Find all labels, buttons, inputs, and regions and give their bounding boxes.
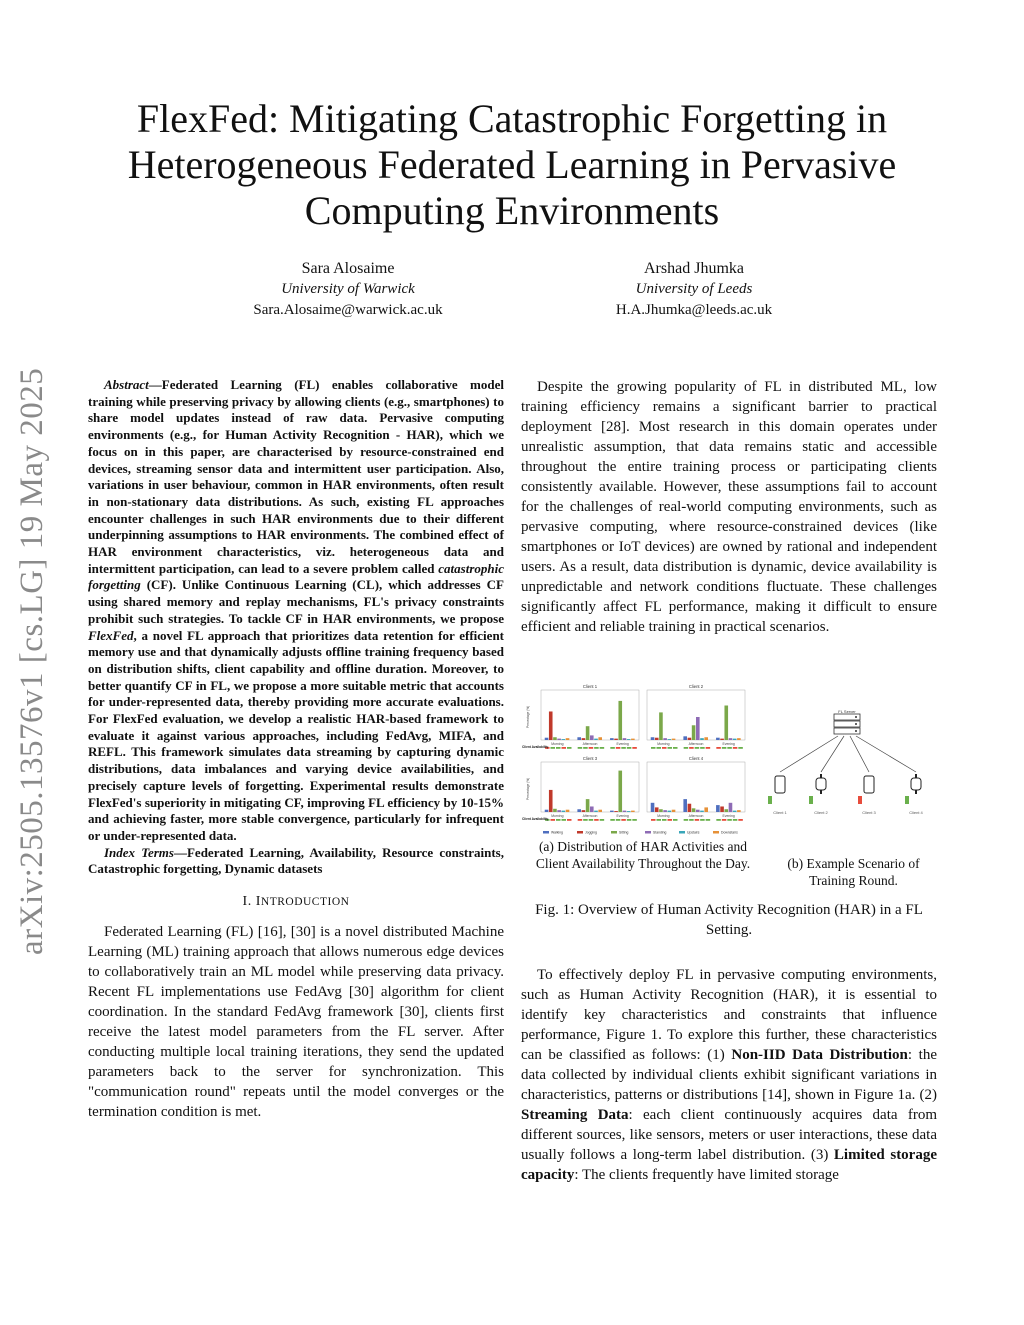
availability-mark	[738, 747, 743, 749]
availability-mark	[668, 819, 673, 821]
bar	[700, 811, 704, 812]
bar	[549, 790, 553, 812]
bar	[590, 806, 594, 812]
bar	[614, 739, 618, 740]
availability-mark	[738, 819, 743, 821]
bar	[618, 701, 622, 740]
availability-mark	[627, 819, 632, 821]
bar	[557, 739, 561, 740]
bar	[651, 803, 655, 812]
bar	[696, 717, 700, 740]
availability-mark	[610, 819, 615, 821]
bar	[586, 799, 590, 812]
index-terms	[88, 845, 504, 878]
availability-mark	[733, 819, 738, 821]
bar	[598, 810, 602, 812]
bar	[729, 738, 733, 740]
availability-mark	[610, 747, 615, 749]
availability-mark	[616, 819, 621, 821]
legend-label: Upstairs	[687, 830, 700, 835]
availability-mark	[621, 819, 626, 821]
chart-panel-frame	[541, 762, 639, 812]
bar	[553, 737, 557, 740]
availability-mark	[673, 819, 678, 821]
availability-mark	[551, 747, 556, 749]
smartwatch-icon	[816, 774, 826, 794]
body-text: To effectively deploy FL in pervasive computing environments, such as Human Activity Recognition (HAR), it is essential to identify key characteristics and constraints that influence performance, Figure 1. To explore this further, these characteristics can be classified as follows: (1)	[521, 967, 937, 1063]
availability-mark	[567, 819, 572, 821]
availability-mark	[583, 819, 588, 821]
bar	[724, 706, 728, 741]
abstract	[88, 377, 504, 845]
availability-mark	[562, 819, 567, 821]
bar	[549, 711, 553, 740]
bar	[696, 810, 700, 812]
bar	[724, 809, 728, 812]
abstract-label: Abstract	[104, 377, 149, 392]
panel-title: Client 3	[582, 756, 598, 761]
connection-lines	[780, 736, 916, 772]
availability-mark	[700, 747, 705, 749]
body-paragraph: Despite the growing popularity of FL in distributed ML, low training efficiency remains a significant barrier to practical deployment [28]. Most research in this domain operates under unrealistic assumption, that data remains static and accessible throughout the entire training process or participating clients consistently available. However, these assumptions fail to account for the challenges of real-world computing environments, such as pervasive computing, where resource-constrained devices (like smartphones or IoT devices) are owned by rational and independent users. As a result, data distribution is dynamic, device availability is unpredictable and network conditions fluctuate. These challenges significantly affect FL performance, making it difficult to ensure efficient and reliable training in practical scenarios.	[521, 379, 937, 635]
bar	[623, 738, 627, 740]
availability-mark	[621, 747, 626, 749]
panel-title: Client 4	[688, 756, 704, 761]
legend-swatch	[611, 831, 617, 834]
availability-mark	[578, 819, 583, 821]
legend-label: Sitting	[619, 830, 629, 835]
period-label: Afternoon	[688, 814, 704, 818]
arxiv-identifier: arXiv:2505.13576v1 [cs.LG] 19 May 2025	[14, 367, 50, 955]
availability-mark	[651, 747, 656, 749]
period-label: Morning	[551, 814, 564, 818]
smartphone-icon	[864, 776, 874, 793]
period-label: Afternoon	[688, 742, 704, 746]
bar	[582, 738, 586, 740]
availability-mark	[556, 747, 561, 749]
body-paragraph	[521, 965, 937, 1185]
period-label: Evening	[722, 742, 735, 746]
section-number: I.	[242, 894, 252, 910]
left-column	[88, 377, 504, 1122]
client-label: Client 2	[814, 810, 828, 815]
availability-mark	[716, 819, 721, 821]
y-axis-label: Percentage (%)	[526, 705, 530, 728]
availability-mark	[668, 747, 673, 749]
battery-icon	[768, 796, 909, 804]
period-label: Morning	[657, 814, 670, 818]
bar	[610, 811, 614, 812]
bar	[704, 807, 708, 812]
availability-mark	[684, 747, 689, 749]
availability-mark	[684, 819, 689, 821]
availability-mark	[727, 747, 732, 749]
panel-title: Client 2	[688, 684, 704, 689]
har-distribution-chart	[521, 680, 761, 842]
bar	[737, 738, 741, 740]
bar	[700, 738, 704, 740]
bar	[586, 726, 590, 740]
legend-swatch	[543, 831, 549, 834]
bar	[655, 807, 659, 812]
bar	[582, 810, 586, 812]
availability-mark	[689, 819, 694, 821]
bar	[672, 739, 676, 740]
availability-mark	[556, 819, 561, 821]
bar	[627, 811, 631, 812]
intro-paragraph: Federated Learning (FL) [16], [30] is a novel distributed Machine Learning (ML) training approach that allows numerous edge devices to collaboratively train an ML model while preserving data privacy. Recent FL implementations use FedAvg [30] algorithm for client coordination. In the standard FedAvg framework [30], clients first receive the latest model parameters from the FL server. After conducting multiple local training iterations, they send the updated parameters back to the server for synchronization. This "communication round" repeats until the model converges or the termination condition is met.	[88, 924, 504, 1121]
bar	[704, 737, 708, 740]
bar	[668, 739, 672, 740]
bar	[716, 805, 720, 812]
bar	[672, 810, 676, 812]
abstract-method: FlexFed	[88, 627, 134, 643]
bar	[668, 811, 672, 812]
availability-mark	[700, 819, 705, 821]
bar	[733, 811, 737, 812]
panel-title: Client 1	[582, 684, 598, 689]
period-label: Morning	[551, 742, 564, 746]
bar	[623, 811, 627, 812]
bar	[737, 810, 741, 812]
availability-mark	[589, 747, 594, 749]
period-label: Evening	[722, 814, 735, 818]
right-column-bottom	[521, 965, 937, 1185]
bar	[720, 739, 724, 740]
bar	[545, 738, 549, 740]
bar	[631, 811, 635, 812]
bar	[683, 799, 687, 812]
bar	[683, 736, 687, 740]
availability-mark	[632, 819, 637, 821]
availability-mark	[727, 819, 732, 821]
availability-mark	[706, 747, 711, 749]
author-email: H.A.Jhumka@leeds.ac.uk	[615, 302, 773, 318]
bar	[655, 738, 659, 740]
bar	[688, 738, 692, 740]
availability-mark	[551, 819, 556, 821]
author-affiliation: University of Leeds	[635, 281, 753, 297]
availability-mark	[589, 819, 594, 821]
author-block	[544, 258, 844, 321]
bar	[663, 738, 667, 740]
availability-mark	[562, 747, 567, 749]
availability-mark	[673, 747, 678, 749]
bar	[594, 739, 598, 740]
abstract-text: , a novel FL approach that prioritizes data retention for efficient memory use and that dynamically adjusts offline training frequency based on distribution shifts, client capability and offline duration. Moreover, to better quantify CF in FL, we propose a more suitable metric that accounts for under-represented data, thereby providing more accurate evaluations. For FlexFed evaluation, we develop a realistic HAR-based framework to evaluate it against various approaches, including FedAvg, MIFA, and REFL. This framework simulates data streaming by capturing dynamic distributions, data imbalances and varying device availabilities, and precisely capture levels of forgetting. Experimental results demonstrate FlexFed's superiority in mitigating CF, improving FL efficiency by 10-15% and achieving faster, more stable convergence, particularly for infrequent or under-represented data.	[88, 627, 504, 843]
availability-mark	[657, 819, 662, 821]
section-title-rest: NTRODUCTION	[260, 896, 350, 909]
bar	[566, 810, 570, 812]
index-terms-label: Index Terms	[104, 844, 174, 860]
abstract-term: catastrophic forgetting	[88, 560, 504, 593]
bold-term: Limited storage capacity	[521, 1147, 938, 1183]
figure-caption: Fig. 1: Overview of Human Activity Recognition (HAR) in a FL Setting.	[535, 902, 923, 938]
availability-mark	[578, 747, 583, 749]
availability-mark	[594, 819, 599, 821]
legend-label: Downstairs	[721, 830, 738, 835]
abstract-text: (CF). Unlike Continuous Learning (CL), which addresses CF using shared memory and replay mechanisms, FL's privacy constraints prohibit such strategies. To tackle CF in HAR environments, we propose	[88, 577, 504, 626]
smartphone-icon	[775, 776, 785, 793]
availability-mark	[733, 747, 738, 749]
bar	[577, 809, 581, 812]
legend-swatch	[713, 831, 719, 834]
availability-mark	[689, 747, 694, 749]
legend-label: Standing	[653, 830, 667, 835]
bar	[651, 737, 655, 740]
bar	[627, 739, 631, 740]
legend-swatch	[645, 831, 651, 834]
author-affiliation: University of Warwick	[281, 281, 415, 297]
body-text: : the data collected by individual clients exhibit significant variations in characteristics, patterns or distributions [14], shown in Figure 1a. (2)	[521, 1047, 937, 1103]
training-round-diagram	[766, 710, 941, 820]
bar	[590, 735, 594, 740]
availability-label: Client Availability	[522, 817, 549, 821]
legend-swatch	[577, 831, 583, 834]
y-axis-label: Percentage (%)	[526, 777, 530, 800]
bar	[720, 806, 724, 812]
smartwatch-icon	[911, 774, 921, 794]
bar	[594, 811, 598, 812]
client-label: Client 3	[862, 810, 876, 815]
subcaption-a: (a) Distribution of HAR Activities and Client Availability Throughout the Day.	[535, 839, 751, 871]
bar	[716, 738, 720, 740]
right-column-top	[521, 377, 937, 637]
availability-mark	[627, 747, 632, 749]
bar	[729, 803, 733, 812]
body-text: : each client continuously acquires data from different sources, like sensors, meters or user interactions, these data usually follows a long-term label distribution. (3)	[521, 1107, 937, 1163]
availability-mark	[722, 819, 727, 821]
author-block	[198, 258, 498, 321]
availability-mark	[651, 819, 656, 821]
section-title-initial: I	[255, 894, 261, 910]
availability-mark	[722, 747, 727, 749]
availability-mark	[567, 747, 572, 749]
server-icon	[834, 714, 860, 734]
availability-mark	[657, 747, 662, 749]
author-email: Sara.Alosaime@warwick.ac.uk	[253, 302, 443, 318]
availability-mark	[695, 819, 700, 821]
bar	[692, 808, 696, 812]
bar	[614, 811, 618, 812]
period-label: Evening	[616, 814, 629, 818]
bar	[562, 811, 566, 812]
section-heading	[88, 892, 504, 912]
availability-mark	[695, 747, 700, 749]
availability-mark	[716, 747, 721, 749]
bar	[663, 810, 667, 812]
legend-swatch	[679, 831, 685, 834]
author-name: Sara Alosaime	[301, 260, 395, 277]
bar	[692, 725, 696, 740]
bar	[557, 810, 561, 812]
bar	[553, 809, 557, 812]
availability-label: Client Availability	[522, 745, 549, 749]
bar	[566, 738, 570, 740]
bar	[598, 737, 602, 740]
bold-term: Streaming Data	[521, 1107, 629, 1123]
chart-panel-frame	[541, 690, 639, 740]
abstract-text: —Federated Learning (FL) enables collaborative model training while preserving privacy by allowing clients (e.g., smartphones) to share model updates instead of raw data. Pervasive computing environments (e.g., for Human Activity Recognition - HAR), which we focus on in this paper, are characterised by resource-constrained end devices, streaming sensor data and intermittent user participation. Also, variations in user behaviour, common in HAR environments, often result in non-stationary data distributions. As such, existing FL approaches encounter challenges in such HAR environments due to their different underpinning assumptions to HAR environments. The combined effect of HAR environment characteristics, viz. heterogeneous data and intermittent participation, can lead to a severe problem called	[88, 377, 504, 576]
subcaption-b: (b) Example Scenario of Training Round.	[787, 856, 920, 888]
availability-mark	[600, 747, 605, 749]
period-label: Afternoon	[582, 814, 598, 818]
availability-mark	[583, 747, 588, 749]
bar	[631, 739, 635, 740]
availability-mark	[662, 747, 667, 749]
period-label: Afternoon	[582, 742, 598, 746]
body-text: : The clients frequently have limited storage	[574, 1167, 839, 1183]
bar	[577, 737, 581, 740]
paper-title: FlexFed: Mitigating Catastrophic Forgetting in Heterogeneous Federated Learning in Pervasive Computing Environments	[127, 96, 897, 233]
period-label: Morning	[657, 742, 670, 746]
client-label: Client 1	[773, 810, 787, 815]
availability-mark	[662, 819, 667, 821]
availability-mark	[594, 747, 599, 749]
bar	[733, 739, 737, 740]
legend-label: Walking	[551, 830, 563, 835]
availability-mark	[600, 819, 605, 821]
availability-mark	[706, 819, 711, 821]
legend-label: Jogging	[585, 830, 597, 835]
availability-mark	[632, 747, 637, 749]
bar	[610, 738, 614, 740]
client-label: Client 4	[909, 810, 923, 815]
bar	[688, 804, 692, 812]
bar	[618, 771, 622, 812]
bar	[545, 810, 549, 812]
bar	[562, 739, 566, 740]
bar	[659, 712, 663, 740]
server-label: FL Server	[838, 710, 856, 714]
bar	[659, 809, 663, 812]
index-terms-text: —Federated Learning, Availability, Resource constraints, Catastrophic forgetting, Dynamic datasets	[88, 844, 504, 877]
bold-term: Non-IID Data Distribution	[731, 1047, 908, 1063]
period-label: Evening	[616, 742, 629, 746]
author-name: Arshad Jhumka	[644, 260, 744, 277]
availability-mark	[616, 747, 621, 749]
